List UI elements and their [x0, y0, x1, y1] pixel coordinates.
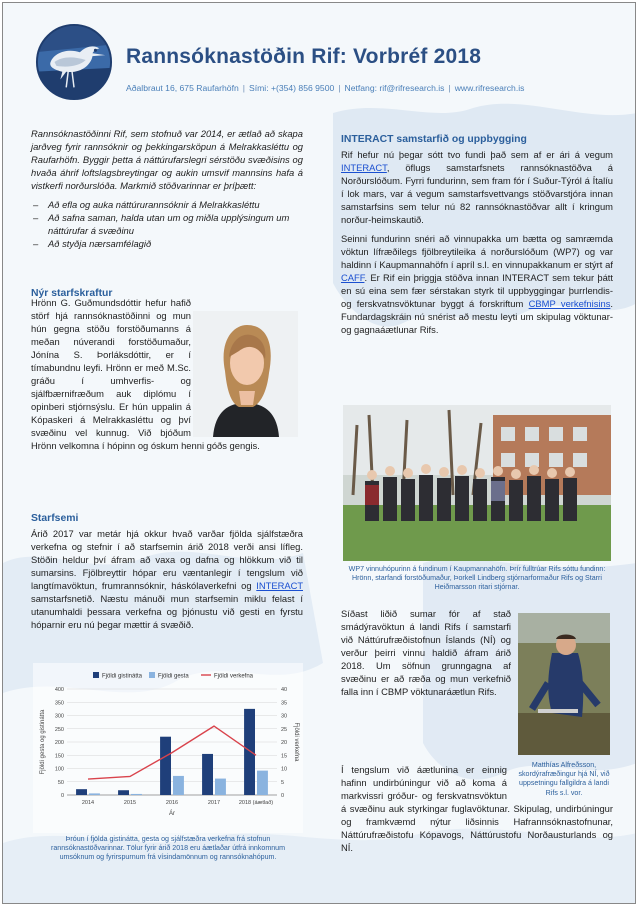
staff-heading: Nýr starfskraftur	[31, 288, 113, 299]
y2-tick-label: 10	[281, 766, 288, 773]
y2-axis-label: Fjöldi verkefna	[293, 722, 299, 762]
operations-text-b: samstarfsnetið. Næstu mánuði mun starfsemin miklu felast í utanumhaldi þessara verkefna og þjónustu við gesti en fyrstu hóparnir eru nú þegar mættir á svæðið.	[31, 593, 303, 630]
bar-gistinatta	[118, 790, 129, 795]
chart-caption: Þróun í fjölda gistinátta, gesta og sjálfstæðra verkefna frá stofnun rannsóknastöðvarinnar. Tölur fyrir árið 2018 eru áætlaðar útfrá innkomnum umsóknum og fyrirspurnum frá vísindamönnum og rannsóknahópum.	[50, 835, 286, 862]
summer-text-1: Síðast liðið sumar fór af stað smádýravöktun á landi Rifs í samstarfi við Náttúrufræðistofnun Íslands (NÍ) og verður þeirri vinnu haldið áfram árið 2018. Um söfnun grunngagna af svæðinu er að ræða og mun verkefnið falla inn í CBMP vöktunaráætlun Rifs.	[341, 608, 511, 697]
y2-tick-label: 20	[281, 740, 288, 746]
address: Aðalbraut 16, 675 Raufarhöfn	[126, 83, 239, 93]
bar-gesta	[215, 779, 226, 795]
legend-label-gesta: Fjöldi gesta	[158, 673, 189, 680]
group-photo	[343, 405, 611, 561]
bar-gistinatta	[76, 789, 87, 795]
staff-text: Hrönn G. Guðmundsdóttir hefur hafið störf hjá rannsóknastöðinni og mun hún gegna stöðu forstöðumanns á meðan núverandi forstöðumaður, Jónína S. Þorláksdóttir, er í tímabundnu leyfi. Hrönn er með M.Sc. gráðu í umhverfis- og sjálfbærnifræðum auk diplómu í opinberi stjórnsýslu. Er hún uppalin á Kópaskeri á Melrakkasléttu og því svæðinu vel kunnug. Við bjóðum Hrönn velkomna í hópinn og óskum henni góðs gengis.	[31, 297, 260, 451]
interact-link-2[interactable]: INTERACT	[341, 162, 387, 173]
y2-tick-label: 35	[281, 700, 288, 707]
interact-heading: INTERACT samstarfið og uppbygging	[341, 134, 527, 145]
x-tick-label: 2016	[165, 800, 179, 806]
bar-gistinatta	[160, 737, 171, 795]
y-tick-label: 0	[60, 793, 64, 799]
intro-section	[31, 127, 303, 250]
bar-gesta	[89, 793, 100, 795]
y2-tick-label: 40	[281, 687, 288, 693]
x-axis-label: Ár	[169, 811, 175, 817]
legend-swatch-gistinatta	[93, 672, 99, 678]
operations-text-a: Árið 2017 var metár hjá okkur hvað varðar fjölda sjálfstæðra verkefna og stefnir í að starfsemin árið 2018 verði ansi lífleg. Stöðin heldur því áfram að vaxa og dafna og hlökkum við til sumarsins. Fjölbreyttir hópar eru væntanlegir í tengslum við langtímavöktun, frumrannsóknir, háskólaverkefni og	[31, 528, 303, 591]
operations-text	[31, 527, 303, 631]
interact-p1-b: , öflugs samstarfsnets rannsóknastöðva á Norðurslóðum. Fyrri fundurinn, sem fram fór í Suður-Týról á Ítalíu í lok mars, var á vegum samstarfsvettvangs stöðvarstjóra innan samstarfsins sem telur nú 82 rannsóknastöðvar allt í kringum norður-heimskautið.	[341, 162, 613, 225]
header	[3, 3, 635, 111]
y-tick-label: 200	[54, 740, 64, 746]
interact-link[interactable]: INTERACT	[256, 580, 303, 591]
summer-section	[341, 607, 511, 704]
y-tick-label: 250	[54, 726, 64, 733]
y2-tick-label: 15	[281, 753, 288, 760]
legend-label-gistinatta: Fjöldi gistinátta	[102, 673, 143, 680]
website-link[interactable]: www.rifresearch.is	[454, 83, 525, 93]
visitors-chart	[33, 663, 303, 833]
interact-section	[341, 127, 613, 342]
y2-tick-label: 30	[281, 713, 288, 720]
interact-p2-a: Seinni fundurinn snéri að vinnupakka um bætta og samræmda vöktun lífræðilegs fjölbreytileika á norðurslóðum (WP7) og var haldinn í Kaupmannahöfn í apríl s.l. en vinnupakkanum er stýrt af	[341, 233, 613, 270]
summer-section-2	[341, 763, 613, 860]
y2-tick-label: 0	[281, 793, 285, 799]
caff-link[interactable]: CAFF	[341, 272, 365, 283]
interact-p2-c: . Fundardagskráin nú snérist að mestu leyti um skipulag vöktunar- og gagnaáætlunar Rifs.	[341, 298, 613, 335]
operations-heading: Starfsemi	[31, 513, 79, 524]
group-photo-caption: WP7 vinnuhópurinn á fundinum í Kaupmannahöfn. Þrír fulltrúar Rifs sóttu fundinn: Hrönn, starfandi forstöðumaður, Þorkell Lindberg stjórnarformaður Rifs og Starri Heiðmarsson ritari stjórnar.	[348, 565, 606, 592]
y-tick-label: 150	[54, 753, 64, 760]
contact-line: Aðalbraut 16, 675 Raufarhöfn | Sími: +(354) 856 9500 | Netfang: rif@rifresearch.is | www.rifresearch.is	[126, 83, 525, 93]
page-title: Rannsóknastöðin Rif: Vorbréf 2018	[126, 45, 482, 68]
interact-p2-b: . Er Rif ein þriggja stöðva innan INTERACT sem tekur þátt en sú eina sem fær sérstakan styrk til uppbyggingar þurrlendis- og ferskvatnsvöktunar byggt á forskriftum	[341, 272, 613, 309]
legend-label-verkefna: Fjöldi verkefna	[214, 673, 254, 680]
goal-item: – Að efla og auka náttúrurannsóknir á Melrakkasléttu	[31, 198, 303, 211]
goals-list	[31, 198, 303, 250]
y-tick-label: 400	[54, 687, 64, 693]
x-tick-label: 2017	[207, 800, 221, 806]
x-tick-label: 2018 (áætlað)	[238, 800, 274, 806]
y2-tick-label: 25	[281, 726, 288, 733]
goal-item: – Að styðja nærsamfélagið	[31, 237, 303, 250]
x-tick-label: 2014	[81, 800, 95, 806]
fieldwork-photo	[518, 613, 610, 755]
bar-gesta	[257, 771, 268, 795]
y-tick-label: 50	[57, 779, 64, 786]
email[interactable]: Netfang: rif@rifresearch.is	[344, 83, 445, 93]
bar-gistinatta	[244, 709, 255, 795]
portrait-photo	[193, 311, 298, 437]
y-tick-label: 300	[54, 713, 64, 720]
bar-gesta	[131, 794, 142, 795]
y-tick-label: 100	[54, 766, 64, 773]
operations-section	[31, 506, 303, 637]
rif-bird-logo-icon	[35, 23, 113, 101]
bar-gesta	[173, 776, 184, 795]
cbmp-link[interactable]: CBMP verkefnisins	[528, 298, 611, 309]
y-axis-label: Fjöldi gesta og gistinátta	[40, 709, 46, 775]
fieldwork-photo-caption: Matthías Alfreðsson, skordýrafræðingur hjá NÍ, við uppsetningu fallgildra á landi Rifs s.l. vor.	[518, 761, 610, 797]
interact-p1-a: Rif hefur nú þegar sótt tvo fundi það sem af er ári á vegum	[341, 149, 613, 160]
y2-tick-label: 5	[281, 779, 285, 786]
legend-swatch-gesta	[149, 672, 155, 678]
phone: Sími: +(354) 856 9500	[249, 83, 335, 93]
newsletter-page	[2, 2, 636, 904]
summer-text-2: Í tengslum við áætlunina er einnig hafinn undirbúningur við að koma á markvissri gróður- og ferskvatnsvöktun á svæðinu auk styrkingar fuglavöktunar. Skipulag, undirbúningur og framkvæmd nýtur liðsinnis Hafrannsóknastofnunar, Náttúrufræðistofu Kópavogs, Náttúrustofu Norðausturlands og NÍ.	[341, 764, 613, 853]
interact-p2	[341, 232, 613, 336]
y-tick-label: 350	[54, 700, 64, 707]
goal-item: – Að safna saman, halda utan um og miðla upplýsingum um náttúrufar á svæðinu	[31, 211, 303, 237]
bar-gistinatta	[202, 754, 213, 795]
intro-text: Rannsóknastöðinni Rif, sem stofnuð var 2014, er ætlað að skapa jarðveg fyrir rannsóknir og þekkingarsköpun á Melrakkasléttu og Raufarhöfn. Byggir þetta á náttúrufarslegri sérstöðu svæðisins og hvaða áhrif loftslagsbreytingar og aukin umsvif mannsins hafa á vistkerfi norðurslóða. Markmið stöðvarinnar er þríþætt:	[31, 128, 303, 191]
interact-p1	[341, 148, 613, 226]
caption-spacer	[507, 763, 613, 797]
x-tick-label: 2015	[123, 800, 137, 806]
